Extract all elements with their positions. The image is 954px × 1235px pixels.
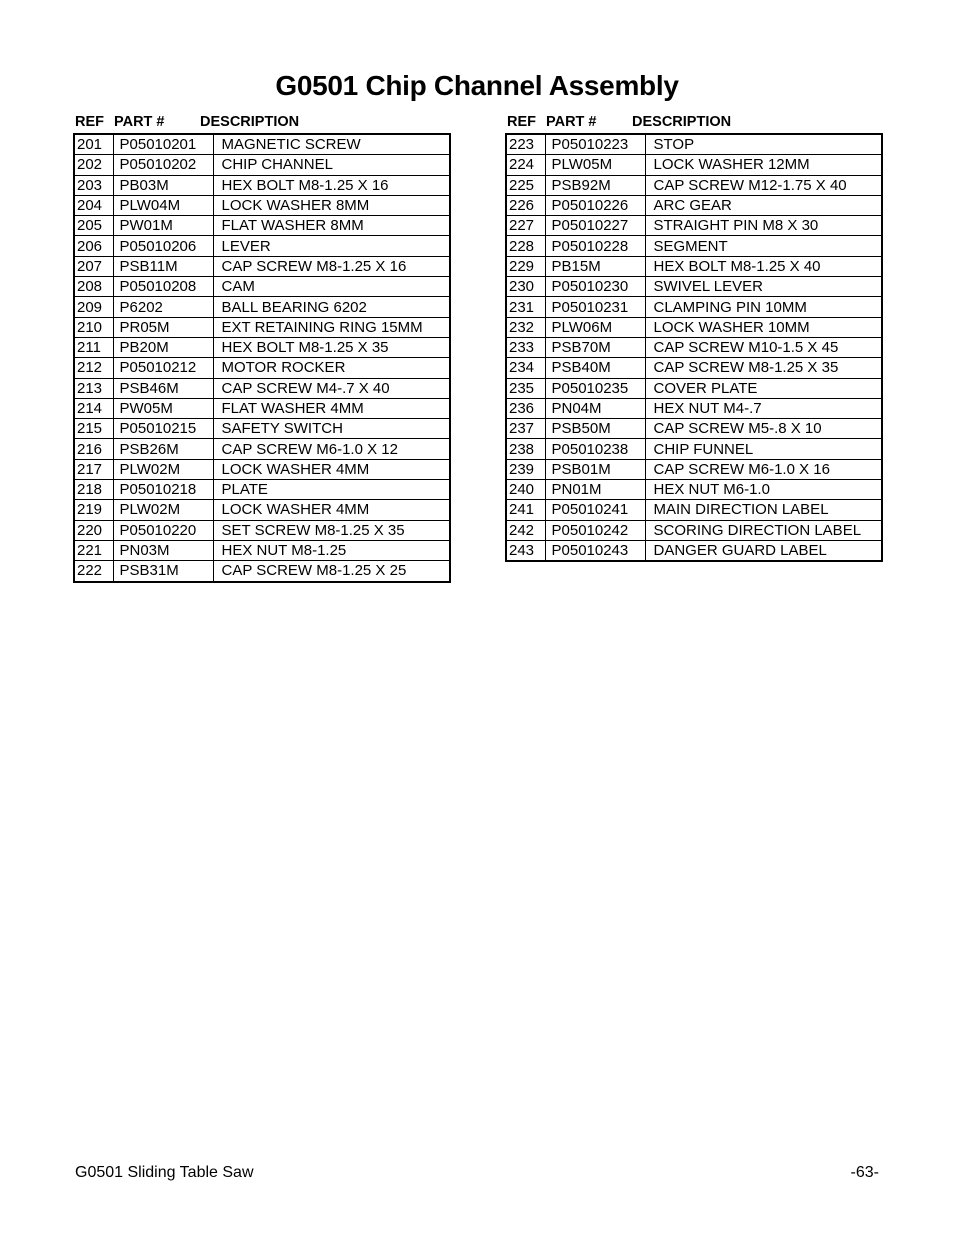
part-number-cell: P05010202 xyxy=(113,155,213,175)
table-row xyxy=(74,134,450,155)
ref-cell: 241 xyxy=(506,500,545,520)
description-cell: HEX BOLT M8-1.25 X 35 xyxy=(213,337,450,357)
description-cell: LOCK WASHER 4MM xyxy=(213,459,450,479)
ref-cell: 214 xyxy=(74,398,113,418)
table-row xyxy=(506,439,882,459)
description-cell: HEX NUT M4-.7 xyxy=(645,398,882,418)
ref-cell: 201 xyxy=(74,134,113,155)
part-number-cell: PLW05M xyxy=(545,155,645,175)
table-row xyxy=(74,175,450,195)
ref-cell: 207 xyxy=(74,256,113,276)
table-row xyxy=(74,459,450,479)
table-row xyxy=(506,459,882,479)
description-cell: CAP SCREW M10-1.5 X 45 xyxy=(645,337,882,357)
ref-cell: 220 xyxy=(74,520,113,540)
part-number-cell: PR05M xyxy=(113,317,213,337)
ref-cell: 203 xyxy=(74,175,113,195)
parts-table-right xyxy=(505,133,883,562)
description-cell: CAP SCREW M6-1.0 X 12 xyxy=(213,439,450,459)
ref-header: REF xyxy=(507,114,536,130)
description-cell: BALL BEARING 6202 xyxy=(213,297,450,317)
table-row xyxy=(74,500,450,520)
ref-cell: 227 xyxy=(506,216,545,236)
column-headers xyxy=(505,112,881,132)
description-cell: LEVER xyxy=(213,236,450,256)
footer-manual-title: G0501 Sliding Table Saw xyxy=(75,1164,254,1181)
description-cell: SAFETY SWITCH xyxy=(213,419,450,439)
description-cell: CAM xyxy=(213,277,450,297)
ref-cell: 211 xyxy=(74,337,113,357)
description-cell: CAP SCREW M8-1.25 X 25 xyxy=(213,561,450,582)
parts-table-left xyxy=(73,133,451,583)
description-cell: ARC GEAR xyxy=(645,195,882,215)
part-number-cell: PSB46M xyxy=(113,378,213,398)
ref-cell: 218 xyxy=(74,480,113,500)
ref-cell: 235 xyxy=(506,378,545,398)
table-row xyxy=(506,540,882,561)
description-cell: CAP SCREW M6-1.0 X 16 xyxy=(645,459,882,479)
ref-cell: 243 xyxy=(506,540,545,561)
part-number-cell: PB03M xyxy=(113,175,213,195)
description-cell: HEX BOLT M8-1.25 X 16 xyxy=(213,175,450,195)
description-cell: CAP SCREW M12-1.75 X 40 xyxy=(645,175,882,195)
ref-cell: 221 xyxy=(74,540,113,560)
part-number-cell: PLW02M xyxy=(113,500,213,520)
ref-cell: 228 xyxy=(506,236,545,256)
part-number-cell: P05010212 xyxy=(113,358,213,378)
ref-cell: 223 xyxy=(506,134,545,155)
description-cell: LOCK WASHER 10MM xyxy=(645,317,882,337)
table-row xyxy=(74,398,450,418)
table-row xyxy=(74,236,450,256)
table-row xyxy=(506,337,882,357)
part-number-cell: PLW04M xyxy=(113,195,213,215)
ref-cell: 219 xyxy=(74,500,113,520)
column-headers xyxy=(73,112,449,132)
table-row xyxy=(74,358,450,378)
table-row xyxy=(506,155,882,175)
table-row xyxy=(74,378,450,398)
table-row xyxy=(506,398,882,418)
description-cell: STRAIGHT PIN M8 X 30 xyxy=(645,216,882,236)
part-number-cell: P05010220 xyxy=(113,520,213,540)
description-header: DESCRIPTION xyxy=(200,114,300,130)
description-cell: SCORING DIRECTION LABEL xyxy=(645,520,882,540)
ref-cell: 222 xyxy=(74,561,113,582)
ref-cell: 236 xyxy=(506,398,545,418)
description-cell: LOCK WASHER 4MM xyxy=(213,500,450,520)
table-row xyxy=(506,520,882,540)
part-number-cell: PSB70M xyxy=(545,337,645,357)
part-number-cell: P05010235 xyxy=(545,378,645,398)
ref-cell: 209 xyxy=(74,297,113,317)
part-number-cell: PSB01M xyxy=(545,459,645,479)
table-row xyxy=(74,216,450,236)
table-row xyxy=(506,216,882,236)
table-row xyxy=(74,439,450,459)
description-cell: LOCK WASHER 12MM xyxy=(645,155,882,175)
part-number-cell: PSB40M xyxy=(545,358,645,378)
part-number-cell: PW05M xyxy=(113,398,213,418)
ref-cell: 237 xyxy=(506,419,545,439)
ref-cell: 224 xyxy=(506,155,545,175)
part-number-cell: P05010242 xyxy=(545,520,645,540)
description-cell: MAIN DIRECTION LABEL xyxy=(645,500,882,520)
part-number-cell: P05010201 xyxy=(113,134,213,155)
part-number-header: PART # xyxy=(546,114,597,130)
table-row xyxy=(74,195,450,215)
parts-list-right xyxy=(505,112,881,562)
ref-cell: 230 xyxy=(506,277,545,297)
ref-cell: 238 xyxy=(506,439,545,459)
part-number-cell: PSB26M xyxy=(113,439,213,459)
table-row xyxy=(74,520,450,540)
description-cell: CAP SCREW M4-.7 X 40 xyxy=(213,378,450,398)
table-row xyxy=(506,134,882,155)
description-cell: EXT RETAINING RING 15MM xyxy=(213,317,450,337)
ref-cell: 212 xyxy=(74,358,113,378)
description-cell: PLATE xyxy=(213,480,450,500)
table-row xyxy=(506,175,882,195)
ref-cell: 240 xyxy=(506,480,545,500)
description-cell: DANGER GUARD LABEL xyxy=(645,540,882,561)
part-number-cell: PN01M xyxy=(545,480,645,500)
table-row xyxy=(506,236,882,256)
part-number-cell: P05010226 xyxy=(545,195,645,215)
ref-cell: 208 xyxy=(74,277,113,297)
description-cell: SEGMENT xyxy=(645,236,882,256)
ref-cell: 204 xyxy=(74,195,113,215)
footer-page-number: -63- xyxy=(850,1164,879,1181)
part-number-cell: P05010243 xyxy=(545,540,645,561)
description-cell: LOCK WASHER 8MM xyxy=(213,195,450,215)
part-number-cell: P05010228 xyxy=(545,236,645,256)
table-row xyxy=(506,358,882,378)
part-number-cell: PSB11M xyxy=(113,256,213,276)
description-cell: HEX BOLT M8-1.25 X 40 xyxy=(645,256,882,276)
ref-cell: 206 xyxy=(74,236,113,256)
description-cell: FLAT WASHER 4MM xyxy=(213,398,450,418)
table-row xyxy=(506,500,882,520)
part-number-cell: P05010230 xyxy=(545,277,645,297)
table-row xyxy=(506,297,882,317)
table-row xyxy=(506,256,882,276)
description-cell: HEX NUT M8-1.25 xyxy=(213,540,450,560)
part-number-cell: P05010238 xyxy=(545,439,645,459)
description-header: DESCRIPTION xyxy=(632,114,732,130)
part-number-cell: P05010227 xyxy=(545,216,645,236)
part-number-cell: PW01M xyxy=(113,216,213,236)
ref-cell: 234 xyxy=(506,358,545,378)
ref-cell: 216 xyxy=(74,439,113,459)
description-cell: CAP SCREW M8-1.25 X 16 xyxy=(213,256,450,276)
description-cell: HEX NUT M6-1.0 xyxy=(645,480,882,500)
description-cell: CLAMPING PIN 10MM xyxy=(645,297,882,317)
part-number-cell: P05010223 xyxy=(545,134,645,155)
table-row xyxy=(74,540,450,560)
ref-cell: 205 xyxy=(74,216,113,236)
table-row xyxy=(506,480,882,500)
description-cell: CAP SCREW M8-1.25 X 35 xyxy=(645,358,882,378)
table-row xyxy=(506,317,882,337)
table-row xyxy=(74,155,450,175)
ref-cell: 210 xyxy=(74,317,113,337)
ref-header: REF xyxy=(75,114,104,130)
part-number-cell: PN04M xyxy=(545,398,645,418)
description-cell: CHIP CHANNEL xyxy=(213,155,450,175)
table-row xyxy=(74,337,450,357)
part-number-cell: PB15M xyxy=(545,256,645,276)
part-number-cell: P05010218 xyxy=(113,480,213,500)
ref-cell: 225 xyxy=(506,175,545,195)
parts-list-left xyxy=(73,112,449,583)
description-cell: STOP xyxy=(645,134,882,155)
table-row xyxy=(74,317,450,337)
page-title: G0501 Chip Channel Assembly xyxy=(275,70,679,101)
description-cell: MAGNETIC SCREW xyxy=(213,134,450,155)
description-cell: MOTOR ROCKER xyxy=(213,358,450,378)
part-number-cell: P05010241 xyxy=(545,500,645,520)
description-cell: FLAT WASHER 8MM xyxy=(213,216,450,236)
description-cell: SWIVEL LEVER xyxy=(645,277,882,297)
table-row xyxy=(506,378,882,398)
ref-cell: 215 xyxy=(74,419,113,439)
part-number-cell: PN03M xyxy=(113,540,213,560)
ref-cell: 231 xyxy=(506,297,545,317)
part-number-cell: PLW06M xyxy=(545,317,645,337)
table-row xyxy=(74,277,450,297)
part-number-cell: PB20M xyxy=(113,337,213,357)
table-row xyxy=(74,256,450,276)
ref-cell: 226 xyxy=(506,195,545,215)
part-number-cell: P05010231 xyxy=(545,297,645,317)
table-row xyxy=(506,277,882,297)
description-cell: SET SCREW M8-1.25 X 35 xyxy=(213,520,450,540)
part-number-cell: PSB92M xyxy=(545,175,645,195)
ref-cell: 233 xyxy=(506,337,545,357)
description-cell: CAP SCREW M5-.8 X 10 xyxy=(645,419,882,439)
part-number-cell: P05010206 xyxy=(113,236,213,256)
part-number-cell: P6202 xyxy=(113,297,213,317)
ref-cell: 217 xyxy=(74,459,113,479)
table-row xyxy=(506,419,882,439)
ref-cell: 232 xyxy=(506,317,545,337)
ref-cell: 202 xyxy=(74,155,113,175)
part-number-cell: PLW02M xyxy=(113,459,213,479)
part-number-cell: P05010215 xyxy=(113,419,213,439)
table-row xyxy=(74,480,450,500)
part-number-header: PART # xyxy=(114,114,165,130)
table-row xyxy=(74,419,450,439)
table-row xyxy=(506,195,882,215)
ref-cell: 242 xyxy=(506,520,545,540)
table-row xyxy=(74,297,450,317)
part-number-cell: PSB50M xyxy=(545,419,645,439)
description-cell: COVER PLATE xyxy=(645,378,882,398)
table-row xyxy=(74,561,450,582)
part-number-cell: PSB31M xyxy=(113,561,213,582)
part-number-cell: P05010208 xyxy=(113,277,213,297)
ref-cell: 239 xyxy=(506,459,545,479)
ref-cell: 229 xyxy=(506,256,545,276)
description-cell: CHIP FUNNEL xyxy=(645,439,882,459)
ref-cell: 213 xyxy=(74,378,113,398)
